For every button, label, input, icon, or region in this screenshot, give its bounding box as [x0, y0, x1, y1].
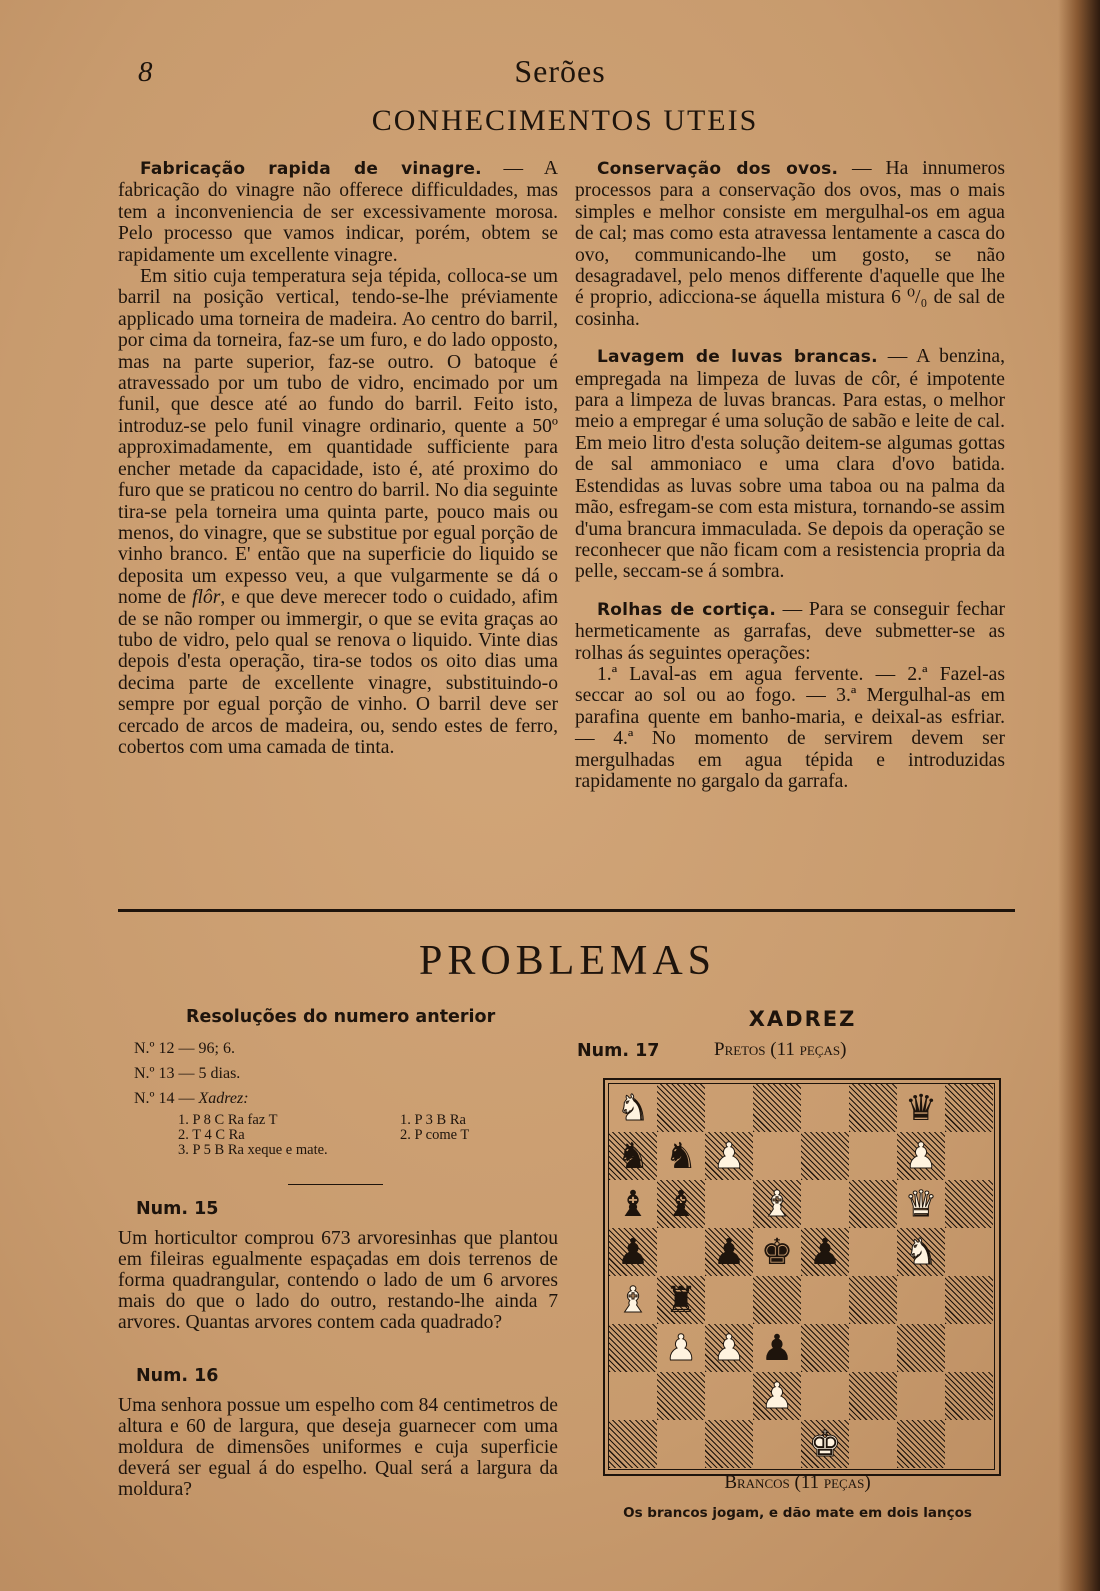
article-rolhas: [575, 599, 1005, 664]
chess-piece: ♝: [616, 1280, 650, 1320]
emphasis-text: flôr: [192, 587, 221, 609]
board-square: [705, 1228, 753, 1276]
board-square: [945, 1276, 993, 1324]
board-square: [609, 1180, 657, 1228]
article-heading: Fabricação rapida de vinagre.: [140, 159, 482, 179]
chess-piece: ♟: [712, 1328, 746, 1368]
resolution-14: [134, 1088, 249, 1110]
white-pieces-label: Brancos (11 peças): [724, 1472, 871, 1493]
chess-caption: Os brancos jogam, e dão mate em dois lanços: [623, 1505, 972, 1521]
article-heading: Lavagem de luvas brancas.: [597, 347, 878, 368]
board-square: [657, 1324, 705, 1372]
board-square: [801, 1084, 849, 1132]
board-square: [657, 1180, 705, 1228]
board-square: [801, 1420, 849, 1468]
article-heading: Rolhas de cortiça.: [597, 599, 776, 620]
chess-piece: ♞: [904, 1232, 938, 1272]
board-square: [705, 1132, 753, 1180]
board-square: [849, 1132, 897, 1180]
section-title: CONHECIMENTOS UTEIS: [371, 104, 759, 137]
board-square: [609, 1132, 657, 1180]
board-square: [801, 1276, 849, 1324]
problem-16-text: Uma senhora possue um espelho com 84 centimetros de altura e 60 de largura, que deseja guarnecer com uma moldura de dimensões uniformes e cuja superficie deverá ser egual á do espelho. Qual será a largura da moldura?: [118, 1395, 558, 1500]
right-column: [575, 158, 1005, 792]
black-moves: [400, 1113, 469, 1143]
board-square: [945, 1372, 993, 1420]
board-square: [849, 1228, 897, 1276]
board-square: [801, 1180, 849, 1228]
board-square: [753, 1420, 801, 1468]
board-square: [609, 1228, 657, 1276]
chess-piece: ♝: [664, 1184, 698, 1224]
board-square: [657, 1084, 705, 1132]
chess-piece: ♛: [904, 1184, 938, 1224]
move-line: 1. P 3 B Ra: [400, 1112, 466, 1128]
chess-piece: ♟: [664, 1328, 698, 1368]
board-square: [609, 1420, 657, 1468]
chess-piece: ♟: [712, 1232, 746, 1272]
black-pieces-label: Pretos (11 peças): [714, 1039, 847, 1060]
chess-piece: ♞: [616, 1136, 650, 1176]
section-divider: [118, 909, 1015, 912]
resolution-label: N.º 14 —: [134, 1090, 195, 1107]
problems-title: PROBLEMAS: [418, 938, 717, 984]
move-line: 1. P 8 C Ra faz T: [178, 1112, 278, 1128]
board-square: [753, 1228, 801, 1276]
chess-piece: ♟: [808, 1232, 842, 1272]
board-square: [609, 1372, 657, 1420]
board-square: [609, 1324, 657, 1372]
board-square: [945, 1132, 993, 1180]
board-square: [657, 1372, 705, 1420]
article-text: Em sitio cuja temperatura seja tépida, colloca-se um barril na posição vertical, tendo-se-lhe préviamente applicado uma torneira de madeira. Ao centro do barril, por cima da torneira, faz-se um furo, e do lado opposto, mas na parte superior, faz-se outro. O batoque é atravessado por um tubo de vidro, encimado por um funil, que desce até ao fundo do barril. Feito isto, introduz-se pelo funil vinagre ordinario, quente a 50º approximadamente, em quantidade sufficiente para encher metade da capacidade, isto é, até proximo do furo que se praticou no centro do barril. No dia seguinte tira-se pela torneira uma quinta parte, pouco mais ou menos, do vinagre, que se substitue por egual porção de vinho branco. E' então que na superficie do liquido se deposita um expesso veu, a que vulgarmente se dá o nome de: [118, 266, 558, 609]
board-square: [849, 1324, 897, 1372]
board-square: [897, 1132, 945, 1180]
board-square: [753, 1276, 801, 1324]
board-square: [801, 1228, 849, 1276]
board-square: [753, 1324, 801, 1372]
board-square: [705, 1324, 753, 1372]
article-ovos: [575, 158, 1005, 330]
board-square: [801, 1324, 849, 1372]
article-heading: Conservação dos ovos.: [597, 159, 839, 179]
board-square: [609, 1276, 657, 1324]
board-square: [705, 1372, 753, 1420]
chess-piece: ♟: [760, 1328, 794, 1368]
chess-piece: ♟: [616, 1232, 650, 1272]
board-square: [609, 1084, 657, 1132]
problem-15-text: Um horticultor comprou 673 arvoresinhas que plantou em fileiras egualmente espaçadas em dois terrenos de forma quadrangular, contendo o lado de um 6 arvores mais do que o lado do outro, restando-lhe ainda 7 arvores. Quantas arvores contem cada quadrado?: [118, 1228, 558, 1333]
chess-piece: ♞: [664, 1136, 698, 1176]
chess-piece: ♝: [760, 1184, 794, 1224]
board-square: [945, 1228, 993, 1276]
chess-title: XADREZ: [748, 1007, 857, 1031]
board-square: [897, 1084, 945, 1132]
board-square: [657, 1420, 705, 1468]
chess-piece: ♟: [712, 1136, 746, 1176]
magazine-title: Serões: [514, 53, 606, 89]
article-vinagre: [118, 158, 558, 266]
problem-17-title: Num. 17: [577, 1041, 660, 1061]
board-square: [753, 1132, 801, 1180]
article-paragraph: [118, 266, 558, 758]
board-square: [945, 1084, 993, 1132]
board-square: [897, 1228, 945, 1276]
board-square: [849, 1276, 897, 1324]
article-text: — A benzina, empregada na limpeza de luvas de côr, é impotente para a limpeza de luvas brancas. Para estas, o melhor meio a empregar é uma solução de sabão e leite de cal. Em meio litro d'esta solução deitem-se algumas gottas de sal ammoniaco e uma clara d'ovo batida. Estendidas as luvas sobre uma taboa ou na palma da mão, esfregam-se com esta mistura, tornando-se assim d'uma brancura immaculada. Se depois da operação se reconhecer que não ficam com a resistencia propria da pelle, seccam-se á sombra.: [575, 346, 1005, 583]
board-square: [849, 1372, 897, 1420]
board-square: [657, 1276, 705, 1324]
board-square: [945, 1420, 993, 1468]
board-square: [705, 1180, 753, 1228]
page-number: 8: [138, 56, 153, 88]
board-square: [897, 1180, 945, 1228]
chess-board-frame: [603, 1078, 1001, 1476]
board-square: [753, 1084, 801, 1132]
chess-piece: ♞: [616, 1088, 650, 1128]
board-square: [945, 1180, 993, 1228]
problem-15-title: Num. 15: [136, 1199, 219, 1219]
board-square: [945, 1324, 993, 1372]
board-square: [705, 1084, 753, 1132]
board-square: [897, 1324, 945, 1372]
chess-piece: ♟: [760, 1376, 794, 1416]
board-square: [753, 1372, 801, 1420]
article-text: — Para se conseguir fechar hermeticamente as garrafas, deve submetter-se as rolhas ás seguintes operações:: [575, 598, 1006, 664]
article-text: — Ha innumeros processos para a conservação dos ovos, mas o mais simples e melhor consiste em mergulhal-os em agua de cal; mas como esta atravessa lentamente a casca do ovo, communicando-lhe um gosto, se não desagradavel, pelo menos differente d'aquelle que lhe é proprio, adicciona-se áquella mistura 6 ⁰/₀ de sal de cosinha.: [575, 158, 1005, 330]
chess-piece: ♚: [760, 1232, 794, 1272]
chess-piece: ♜: [664, 1280, 698, 1320]
article-text: , e que deve merecer todo o cuidado, afim de se não romper ou immergir, o que se evita graças ao tubo de vidro, pelo qual se renova o liquido. Vinte dias depois d'esta operação, tira-se todos os oito dias uma decima parte de excellente vinagre, substituindo-o sempre por egual porção de vinho. O barril deve ser cercado de arcos de madeira, ou, sendo estes de ferro, cobertos com uma camada de tinta.: [118, 587, 558, 758]
board-square: [897, 1420, 945, 1468]
board-square: [801, 1372, 849, 1420]
board-square: [897, 1276, 945, 1324]
resolution-12: N.º 12 — 96; 6.: [134, 1040, 235, 1057]
board-square: [849, 1084, 897, 1132]
white-moves: [178, 1113, 328, 1158]
board-square: [705, 1276, 753, 1324]
board-square: [849, 1420, 897, 1468]
short-divider: [288, 1184, 383, 1185]
chess-piece: ♛: [904, 1088, 938, 1128]
book-spine-shadow: [1058, 0, 1100, 1591]
move-line: 3. P 5 B Ra xeque e mate.: [178, 1142, 328, 1158]
article-steps: 1.ª Laval-as em agua fervente. — 2.ª Fazel-as seccar ao sol ou ao fogo. — 3.ª Mergulhal-as em parafina quente em banho-maria, e deixal-as esfriar. — 4.ª No momento de servirem devem ser mergulhadas em agua tépida e introduzidas rapidamente no gargalo da garrafa.: [575, 663, 1005, 792]
resolution-topic: Xadrez:: [198, 1090, 249, 1107]
board-square: [657, 1132, 705, 1180]
board-square: [705, 1420, 753, 1468]
board-square: [801, 1132, 849, 1180]
article-luvas: [575, 346, 1005, 582]
chess-board: [608, 1083, 995, 1470]
article-text: — A fabricação do vinagre não offerece difficuldades, mas tem a inconveniencia de ser excessivamente morosa. Pelo processo que vamos indicar, porém, obtem se rapidamente um excellente vinagre.: [118, 158, 559, 266]
board-square: [753, 1180, 801, 1228]
board-square: [897, 1372, 945, 1420]
move-line: 2. T 4 C Ra: [178, 1127, 245, 1143]
left-column: [118, 158, 558, 758]
resolution-13: N.º 13 — 5 dias.: [134, 1065, 241, 1082]
chess-piece: ♚: [808, 1424, 842, 1464]
resolutions-title: Resoluções do numero anterior: [186, 1007, 496, 1027]
board-square: [849, 1180, 897, 1228]
chess-piece: ♝: [616, 1184, 650, 1224]
chess-piece: ♟: [904, 1136, 938, 1176]
board-square: [657, 1228, 705, 1276]
move-line: 2. P come T: [400, 1127, 470, 1143]
problem-16-title: Num. 16: [136, 1366, 219, 1386]
